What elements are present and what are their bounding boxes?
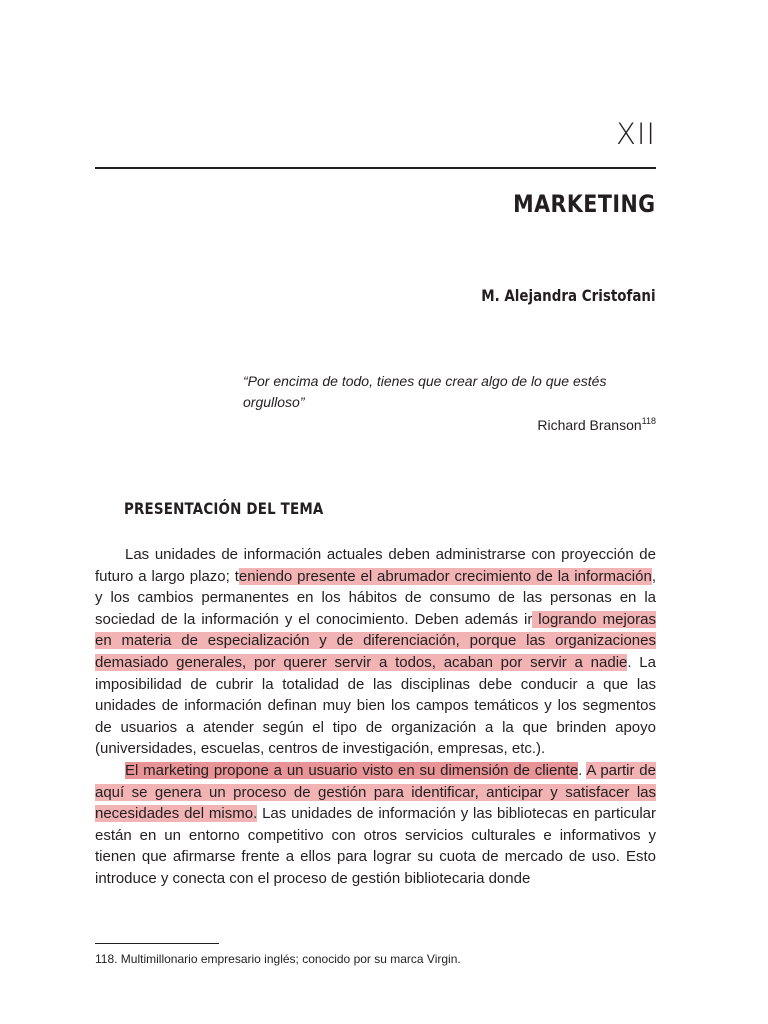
paragraph-2: [95, 760, 656, 890]
chapter-title: MARKETING: [513, 190, 656, 218]
section-heading: PRESENTACIÓN DEL TEMA: [124, 499, 324, 518]
footnote: 118. Multimillonario empresario inglés; conocido por su marca Virgin.: [95, 952, 461, 966]
epigraph-source: [537, 411, 656, 436]
epigraph-source-name: Richard Branson: [537, 417, 642, 433]
highlight-annotation[interactable]: logrando mejoras en materia de especialización y de diferenciación, porque las organizaciones demasiado generales, por querer servir a todos, acaban por servir a nadie: [95, 610, 656, 671]
text-run: .: [578, 761, 587, 779]
footnote-rule: [95, 943, 219, 944]
highlight-annotation[interactable]: A partir de aquí se genera un proceso de gestión para identificar, anticipar y satisfacer las necesidades del mismo.: [95, 761, 656, 823]
body-text: [95, 544, 656, 890]
text-run: . La imposibilidad de cubrir la totalidad de las disciplinas debe conducir a que las unidades de información definan muy bien los campos temáticos y los segmentos de usuarios a atender según el tipo de organización a la que brinden apoyo (universidades, escuelas, centros de investigación, empresas, etc.).: [95, 653, 656, 758]
paragraph-1: [95, 544, 656, 760]
text-run: Las unidades de información y las bibliotecas en particular están en un entorno competitivo con otros servicios culturales e informativos y tienen que afirmarse frente a ellos para lograr su cuota de mercado de uso. Esto introduce y conecta con el proceso de gestión bibliotecaria donde: [95, 805, 656, 887]
highlight-annotation[interactable]: eniendo presente el abrumador crecimiento de la información: [238, 567, 652, 585]
epigraph-quote: “Por encima de todo, tienes que crear algo de lo que estés orgulloso”: [243, 373, 607, 410]
footnote-reference[interactable]: 118: [641, 416, 656, 426]
chapter-rule: [95, 167, 656, 169]
chapter-author: M. Alejandra Cristofani: [481, 286, 656, 305]
text-run: Las unidades de información actuales deben administrarse con proyección de futuro a largo plazo; t: [95, 546, 656, 585]
text-run: , y los cambios permanentes en los hábitos de consumo de las personas en la sociedad de la información y el conocimiento. Deben además ir: [95, 567, 656, 628]
chapter-number: XII: [616, 117, 656, 151]
highlight-annotation[interactable]: El marketing propone a un usuario visto en su dimensión de cliente: [125, 761, 579, 779]
